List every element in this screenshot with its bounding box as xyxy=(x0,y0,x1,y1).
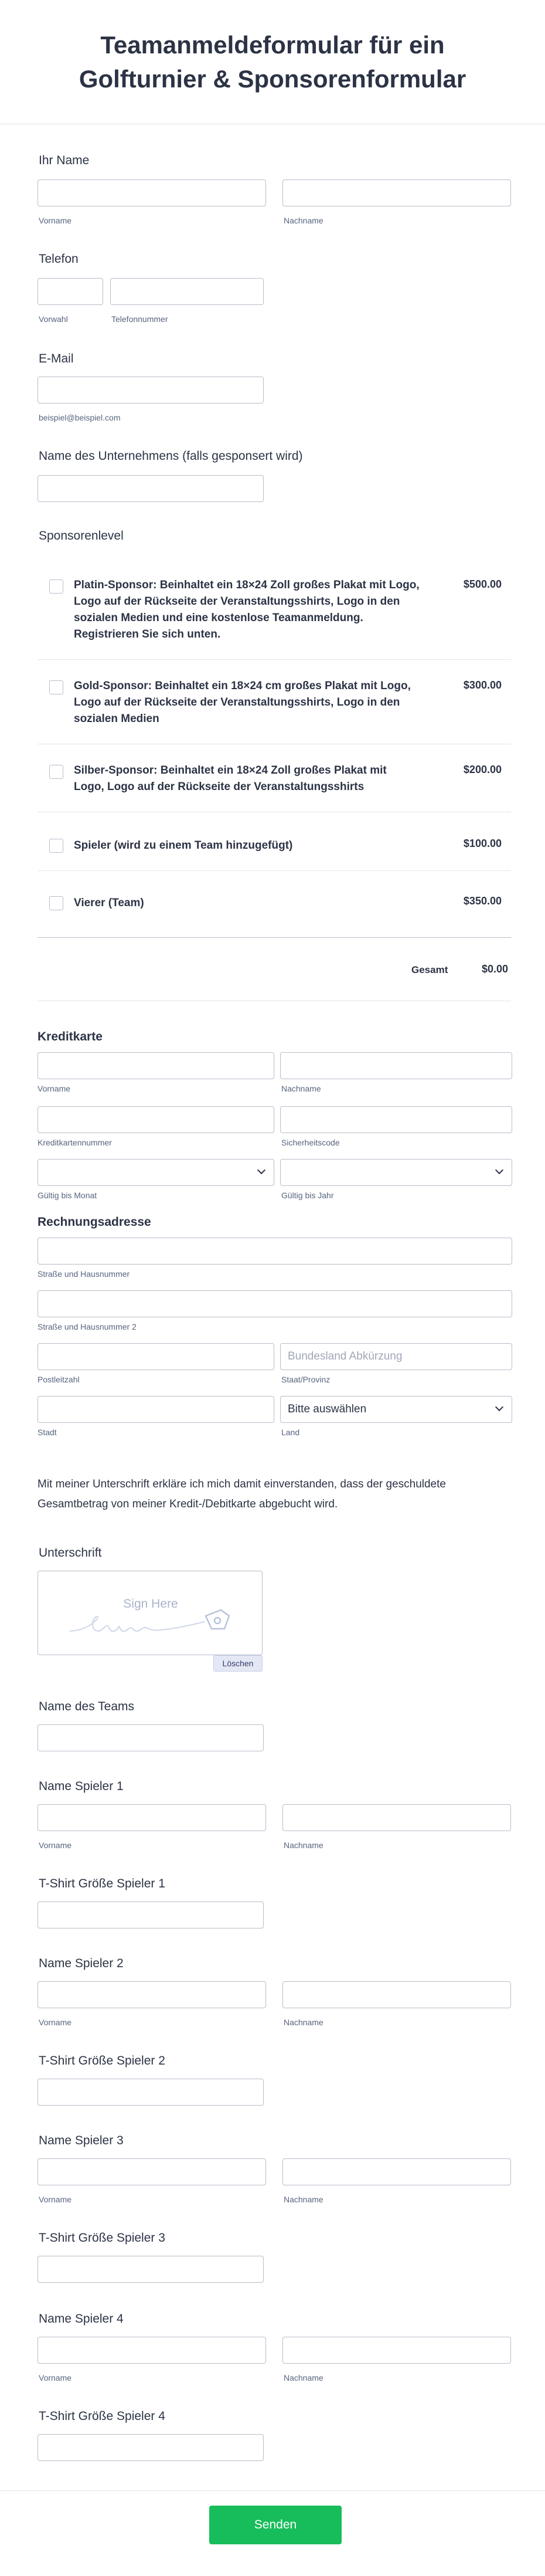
product-name-foursome: Vierer (Team) xyxy=(74,897,144,909)
cc-expiry-month-sublabel: Gültig bis Monat xyxy=(38,1191,97,1200)
company-label: Name des Unternehmens (falls gesponsert wird) xyxy=(39,449,303,463)
email-sublabel: beispiel@beispiel.com xyxy=(39,413,121,422)
product-name-platinum: Platin-Sponsor: Beinhaltet ein 18×24 Zoll großes Plakat mit Logo, Logo auf der Rückseite der Veranstaltungsshirts, Logo in den sozialen Medien und eine kostenlose Teamanmeldung. Registrieren Sie sich unten. xyxy=(74,579,420,640)
cc-expiry-month-select[interactable] xyxy=(38,1159,274,1186)
player2-name-label: Name Spieler 2 xyxy=(39,1957,124,1970)
phone-number-input[interactable] xyxy=(110,278,264,305)
cc-last-name-sublabel: Nachname xyxy=(281,1084,321,1093)
chevron-down-icon xyxy=(257,1166,265,1174)
phone-number-sublabel: Telefonnummer xyxy=(111,314,168,324)
player3-last-name-input[interactable] xyxy=(282,2158,511,2185)
player3-first-name-sublabel: Vorname xyxy=(39,2195,72,2204)
player4-name-label: Name Spieler 4 xyxy=(39,2312,124,2326)
cc-number-sublabel: Kreditkartennummer xyxy=(38,1138,112,1147)
cc-security-code-input[interactable] xyxy=(280,1106,512,1133)
billing-address-title: Rechnungsadresse xyxy=(38,1215,151,1229)
billing-street-input[interactable] xyxy=(38,1238,512,1265)
signature-scribble-icon xyxy=(67,1608,237,1643)
player1-first-name-sublabel: Vorname xyxy=(39,1841,72,1850)
chevron-down-icon xyxy=(495,1166,503,1174)
product-checkbox-player[interactable] xyxy=(49,839,63,853)
billing-zip-input[interactable] xyxy=(38,1343,274,1370)
phone-area-code-sublabel: Vorwahl xyxy=(39,314,68,324)
product-price-gold: $300.00 xyxy=(463,679,502,691)
product-price-foursome: $350.00 xyxy=(463,895,502,907)
billing-state-sublabel: Staat/Provinz xyxy=(281,1375,331,1384)
billing-country-sublabel: Land xyxy=(281,1428,300,1437)
player1-last-name-input[interactable] xyxy=(282,1804,511,1831)
credit-card-title: Kreditkarte xyxy=(38,1030,103,1043)
billing-state-input[interactable]: Bundesland Abkürzung xyxy=(280,1343,512,1370)
player3-last-name-sublabel: Nachname xyxy=(284,2195,323,2204)
signature-pad[interactable] xyxy=(38,1571,263,1655)
signature-clear-button[interactable]: Löschen xyxy=(213,1655,263,1672)
product-name-gold: Gold-Sponsor: Beinhaltet ein 18×24 cm großes Plakat mit Logo, Logo auf der Rückseite der Veranstaltungsshirts, Logo in den sozialen Medien xyxy=(74,680,411,725)
player3-first-name-input[interactable] xyxy=(38,2158,266,2185)
player4-first-name-sublabel: Vorname xyxy=(39,2373,72,2382)
billing-zip-sublabel: Postleitzahl xyxy=(38,1375,80,1384)
player2-first-name-sublabel: Vorname xyxy=(39,2018,72,2027)
chevron-down-icon xyxy=(495,1403,503,1411)
your-first-name-input[interactable] xyxy=(38,179,266,206)
billing-city-input[interactable] xyxy=(38,1396,274,1423)
your-last-name-input[interactable] xyxy=(282,179,511,206)
product-checkbox-foursome[interactable] xyxy=(49,896,63,910)
billing-country-select[interactable] xyxy=(280,1396,512,1423)
player4-shirt-input[interactable] xyxy=(38,2434,264,2461)
player2-shirt-label: T-Shirt Größe Spieler 2 xyxy=(39,2054,165,2067)
team-name-input[interactable] xyxy=(38,1724,264,1751)
signature-label: Unterschrift xyxy=(39,1546,102,1560)
player2-shirt-input[interactable] xyxy=(38,2079,264,2106)
player3-shirt-input[interactable] xyxy=(38,2256,264,2283)
cc-security-code-sublabel: Sicherheitscode xyxy=(281,1138,340,1147)
total-label: Gesamt xyxy=(411,964,448,975)
sponsor-level-label: Sponsorenlevel xyxy=(39,529,124,543)
player1-name-label: Name Spieler 1 xyxy=(39,1780,124,1793)
cc-expiry-year-select[interactable] xyxy=(280,1159,512,1186)
product-name-silver: Silber-Sponsor: Beinhaltet ein 18×24 Zoll großes Plakat mit Logo, Logo auf der Rückseite der Veranstaltungsshirts xyxy=(74,764,387,793)
signature-placeholder: Sign Here xyxy=(123,1597,178,1611)
phone-label: Telefon xyxy=(39,252,79,266)
email-label: E-Mail xyxy=(39,352,74,365)
product-checkbox-platinum[interactable] xyxy=(49,579,63,594)
your-first-name-sublabel: Vorname xyxy=(39,216,72,225)
player4-last-name-input[interactable] xyxy=(282,2337,511,2364)
player1-first-name-input[interactable] xyxy=(38,1804,266,1831)
product-checkbox-silver[interactable] xyxy=(49,765,63,779)
your-last-name-sublabel: Nachname xyxy=(284,216,323,225)
country-selected-value: Bitte auswählen xyxy=(288,1403,367,1415)
product-price-silver: $200.00 xyxy=(463,764,502,775)
your-name-label: Ihr Name xyxy=(39,154,90,167)
player1-shirt-input[interactable] xyxy=(38,1902,264,1928)
player2-first-name-input[interactable] xyxy=(38,1981,266,2008)
email-input[interactable] xyxy=(38,377,264,404)
billing-city-sublabel: Stadt xyxy=(38,1428,57,1437)
player4-first-name-input[interactable] xyxy=(38,2337,266,2364)
billing-street2-sublabel: Straße und Hausnummer 2 xyxy=(38,1322,137,1331)
billing-street-sublabel: Straße und Hausnummer xyxy=(38,1269,130,1279)
player2-last-name-input[interactable] xyxy=(282,1981,511,2008)
company-input[interactable] xyxy=(38,475,264,502)
cc-expiry-year-sublabel: Gültig bis Jahr xyxy=(281,1191,334,1200)
product-divider xyxy=(38,870,511,871)
player4-shirt-label: T-Shirt Größe Spieler 4 xyxy=(39,2409,165,2423)
player1-shirt-label: T-Shirt Größe Spieler 1 xyxy=(39,1877,165,1890)
submit-button[interactable]: Senden xyxy=(209,2506,342,2544)
phone-area-code-input[interactable] xyxy=(38,278,103,305)
player4-last-name-sublabel: Nachname xyxy=(284,2373,323,2382)
cc-first-name-sublabel: Vorname xyxy=(38,1084,71,1093)
team-name-label: Name des Teams xyxy=(39,1700,135,1713)
form-header xyxy=(0,0,545,124)
cc-last-name-input[interactable] xyxy=(280,1052,512,1079)
cc-number-input[interactable] xyxy=(38,1106,274,1133)
consent-text: Mit meiner Unterschrift erkläre ich mich damit einverstanden, dass der geschuldete Gesamtbetrag von meiner Kredit-/Debitkarte abgebucht wird. xyxy=(38,1478,446,1510)
billing-street2-input[interactable] xyxy=(38,1290,512,1317)
product-checkbox-gold[interactable] xyxy=(49,680,63,694)
player3-name-label: Name Spieler 3 xyxy=(39,2134,124,2147)
product-list-divider xyxy=(38,937,511,938)
cc-first-name-input[interactable] xyxy=(38,1052,274,1079)
total-value: $0.00 xyxy=(482,963,509,975)
form-title: Teamanmeldeformular für ein Golfturnier & Sponsorenformular xyxy=(79,30,466,93)
player1-last-name-sublabel: Nachname xyxy=(284,1841,323,1850)
product-name-player: Spieler (wird zu einem Team hinzugefügt) xyxy=(74,839,293,852)
product-divider xyxy=(38,659,511,660)
player2-last-name-sublabel: Nachname xyxy=(284,2018,323,2027)
product-price-player: $100.00 xyxy=(463,838,502,849)
player3-shirt-label: T-Shirt Größe Spieler 3 xyxy=(39,2231,165,2245)
product-price-platinum: $500.00 xyxy=(463,578,502,590)
